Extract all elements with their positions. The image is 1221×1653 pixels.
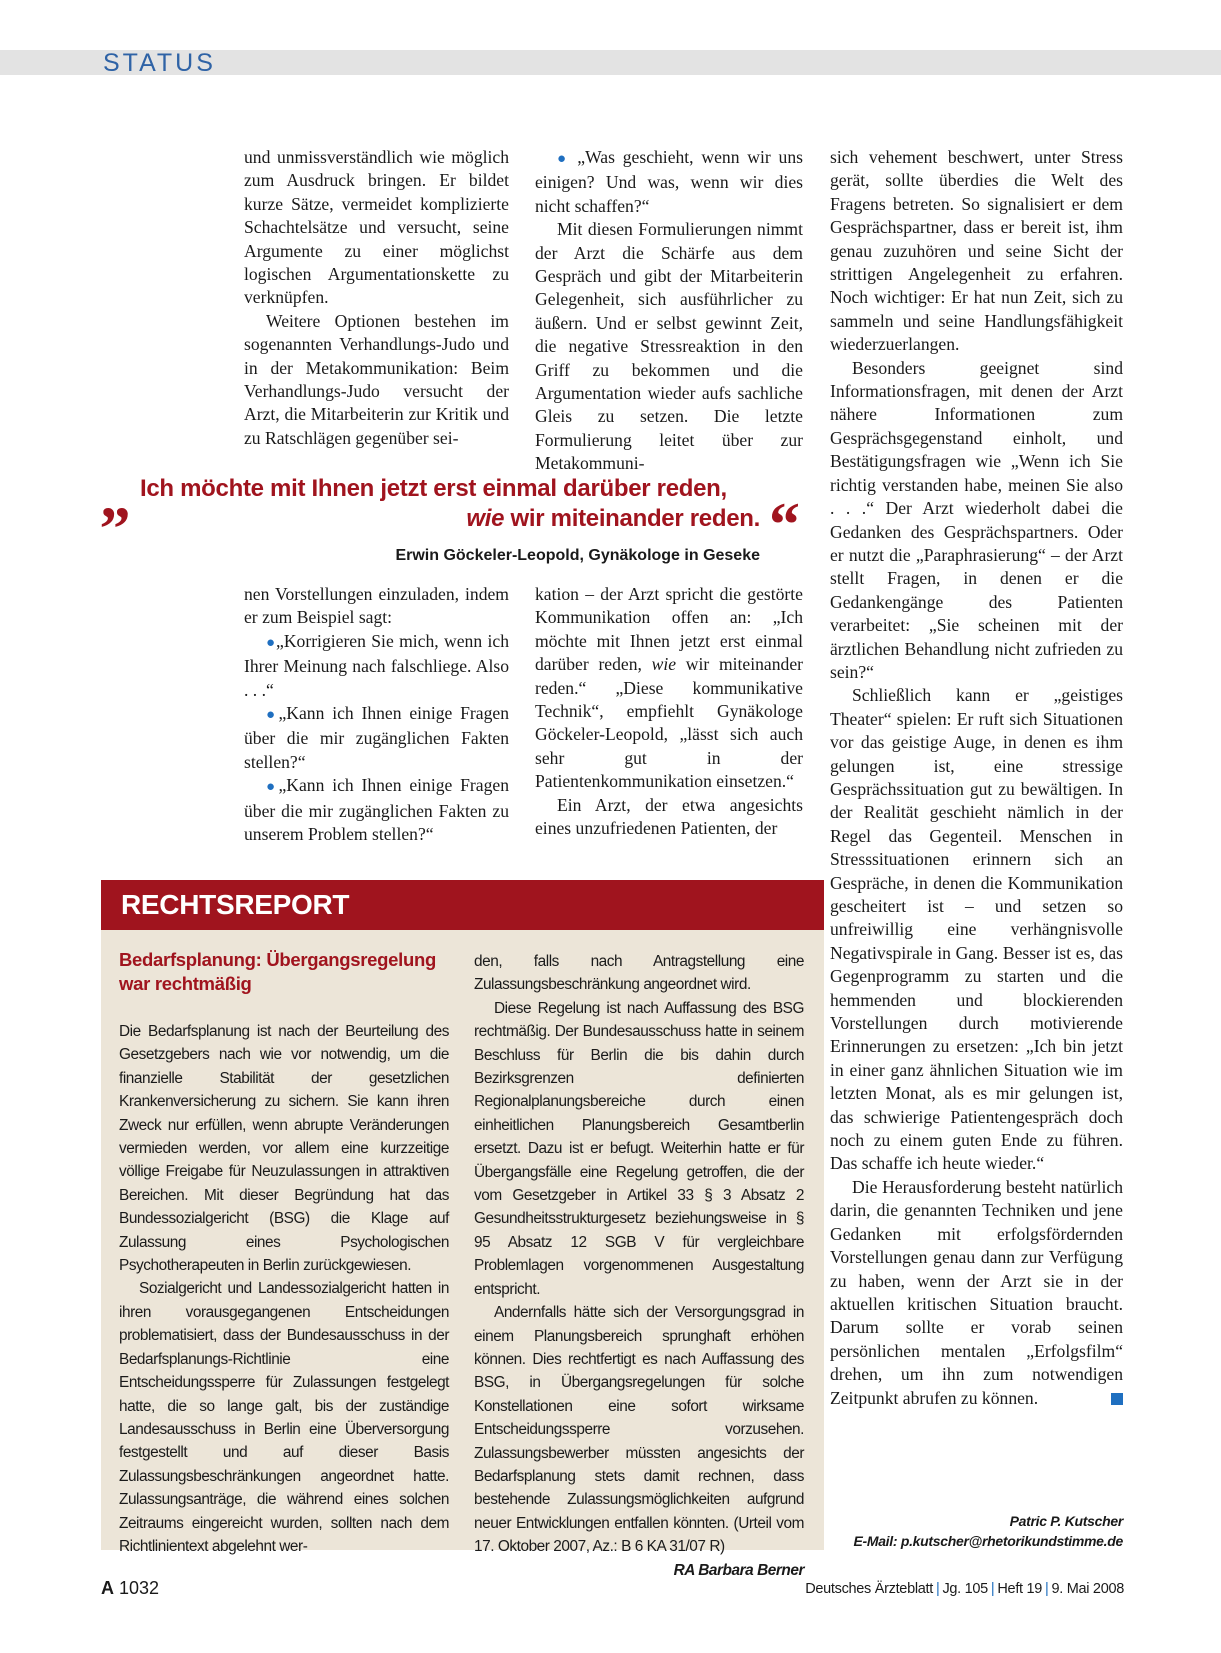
- paragraph: Die Bedarfsplanung ist nach der Beurteilung des Gesetzgebers nach wie vor notwendig, um die finanzielle Stabilität der gesetzlichen Krankenversicherung zu sichern. Sie kann ihren Zweck nur erfüllen, wenn abrupte Veränderungen vermieden werden, vor allem eine kurzzeitige völlige Freigabe für Neuzulassungen in attraktiven Bereichen. Mit dieser Begründung hat das Bundessozialgericht (BSG) die Klage auf Zulassung eines Psychologischen Psychotherapeuten in Berlin zurückgewiesen.: [119, 1023, 449, 1275]
- paragraph: [474, 1301, 804, 1579]
- paragraph: sich vehement beschwert, unter Stress gerät, sollte überdies die Welt des Fragens betreten. So signalisiert er dem Gesprächspartner, dass er bereit ist, ihm genau zuzuhören und seine Sicht der strittigen Angelegenheit zu erfahren. Noch wichtiger: Er hat nun Zeit, sich zu sammeln und seine Handlungsfähigkeit wiederzuerlangen.: [830, 147, 1123, 355]
- rechtsreport-column-2: [474, 950, 804, 1582]
- journal-info: [805, 1581, 1124, 1597]
- bullet-icon: ●: [266, 779, 279, 796]
- journal-name: Deutsches Ärzteblatt: [805, 1581, 933, 1597]
- paragraph: Mit diesen Formulierungen nimmt der Arzt die Schärfe aus dem Gespräch und gibt der Mitarbeiterin Gelegenheit, sich ausführlicher zu äußern. Und er selbst gewinnt Zeit, die negative Stressreaktion in den Griff zu bekommen und die Argumentation wieder aufs sachliche Gleis zu setzen. Die letzte Formulierung leitet über zur Metakommuni-: [535, 219, 803, 474]
- text-emphasis: wie: [651, 654, 677, 675]
- separator: |: [1045, 1581, 1049, 1597]
- rechtsreport-title: RECHTSREPORT: [121, 889, 350, 920]
- bullet-item: [244, 774, 509, 846]
- separator: |: [935, 1581, 940, 1597]
- end-mark-icon: [1111, 1393, 1123, 1405]
- quote-emphasis: wie: [466, 505, 505, 532]
- column-1-bottom: [244, 583, 509, 846]
- bullet-item: [244, 702, 509, 774]
- column-2-bottom: [535, 583, 803, 840]
- quote-line-1: Ich möchte mit Ihnen jetzt erst einmal darüber reden,: [140, 475, 727, 502]
- quote-attribution: Erwin Göckeler-Leopold, Gynäkologe in Geseke: [395, 547, 760, 564]
- section-label: STATUS: [103, 49, 216, 77]
- bullet-icon: ●: [266, 634, 277, 651]
- bullet-text: „Kann ich Ihnen einige Fragen über die mir zugänglichen Fakten stellen?“: [244, 703, 509, 772]
- author-email: E-Mail: p.kutscher@rhetorikundstimme.de: [853, 1533, 1123, 1549]
- rechtsreport-column-1: [119, 1020, 449, 1558]
- paragraph: Weitere Optionen bestehen im sogenannten Verhandlungs-Judo und in der Metakommunikation: Beim Verhandlungs-Judo versucht der Arzt, die Mitarbeiterin zur Kritik und zu Ratschlägen gegenüber sei-: [244, 310, 509, 448]
- journal-issue: Heft 19: [997, 1581, 1043, 1597]
- text-run: Andernfalls hätte sich der Versorgungsgrad in einem Planungsbereich sprunghaft erhöhen können. Dies rechtfertigt es nach Auffassung des BSG, in Übergangsregelungen für solche Konstellationen eine sofort wirksame Entscheidungssperre vorzusehen. Zulassungsbewerber müssten angesichts der Bedarfsplanung stets damit rechnen, dass bestehende Zulassungsmöglichkeiten aufgrund neuer Entwicklungen entfallen könnten. (Urteil vom 17. Oktober 2007, Az.: B 6 KA 31/07 R): [474, 1304, 804, 1556]
- bullet-icon: ●: [266, 707, 279, 724]
- rechtsreport-header: [101, 880, 824, 930]
- column-3: [830, 146, 1123, 1410]
- paragraph: [830, 1176, 1123, 1410]
- column-2-top: [535, 146, 803, 476]
- quote-close-mark: “: [769, 491, 800, 559]
- bullet-icon: ●: [557, 151, 570, 167]
- bullet-text: „Was geschieht, wenn wir uns einigen? Und was, wenn wir dies nicht schaffen?“: [535, 147, 803, 216]
- text-run: Die Herausforderung besteht natürlich darin, die genannten Techniken und jene Gedanken mit erfolgsfördernden Vorstellungen genau dann zur Verfügung zu haben, wenn der Arzt sie in der aktuellen kritischen Situation braucht. Darum sollte er vorab seinen persönlichen mentalen „Erfolgsfilm“ drehen, um ihn zum notwendigen Zeitpunkt abrufen zu können.: [830, 1176, 1123, 1408]
- paragraph: [535, 583, 803, 794]
- rechtsreport-headline: Bedarfsplanung: Übergangsregelung war rechtmäßig: [119, 949, 436, 994]
- quote-line-2: [466, 505, 760, 533]
- page-prefix: A: [101, 1578, 114, 1598]
- bullet-item: [244, 630, 509, 702]
- author-name: Patric P. Kutscher: [1009, 1513, 1123, 1529]
- quote-line-2-rest: wir miteinander reden.: [504, 505, 760, 532]
- paragraph: Besonders geeignet sind Informationsfragen, mit denen der Arzt nähere Informationen zum Gesprächsgegenstand einholt, und Bestätigungsfragen wie „Wenn ich Sie richtig verstanden habe, meinen Sie also . . .“ Der Arzt wiederholt dabei die Gedanken des Gesprächspartners. Oder er nutzt die „Paraphrasierung“ – der Arzt stellt Fragen, in denen er die Gedankengänge des Patienten verarbeitet: „Sie scheinen mit der ärztlichen Behandlung nicht zufrieden zu sein?“: [830, 357, 1123, 682]
- bullet-text: „Kann ich Ihnen einige Fragen über die mir zugänglichen Fakten zu unserem Problem stellen?“: [244, 775, 509, 845]
- bullet-text: „Korrigieren Sie mich, wenn ich Ihrer Meinung nach falschliege. Also . . .“: [244, 630, 509, 700]
- journal-volume: Jg. 105: [942, 1581, 988, 1597]
- paragraph: den, falls nach Antragstellung eine Zulassungsbeschränkung angeordnet wird.: [474, 953, 804, 994]
- paragraph: und unmissverständlich wie möglich zum Ausdruck bringen. Er bildet kurze Sätze, vermeidet komplizierte Schachtelsätze und versucht, seine Argumente zu einer möglichst logischen Argumentationskette zu verknüpfen.: [244, 147, 509, 308]
- paragraph: Ein Arzt, der etwa angesichts eines unzufriedenen Patienten, der: [535, 794, 803, 839]
- quote-open-mark: „: [100, 463, 131, 531]
- column-1-top: [244, 146, 509, 450]
- page-number: [101, 1578, 159, 1599]
- journal-date: 9. Mai 2008: [1051, 1581, 1124, 1597]
- paragraph: nen Vorstellungen einzuladen, indem er zum Beispiel sagt:: [244, 584, 509, 628]
- text-run: wir miteinander reden.“ „Diese kommunikative Technik“, empfiehlt Gynäkologe Göckeler-Leopold, „lässt sich auch sehr gut in der Patientenkommunikation einsetzen.“: [535, 654, 803, 792]
- paragraph: Schließlich kann er „geistiges Theater“ spielen: Er ruft sich Situationen vor das geistige Auge, in denen es ihm gelungen ist, eine stressige Gesprächssituation gut zu bewältigen. In der Realität geschieht nämlich in der Regel das Gegenteil. Menschen in Stresssituationen erinnern sich an Gespräche, in denen die Kommunikation gescheitert ist – und setzen so unfreiwillig eine verhängnisvolle Negativspirale in Gang. Besser ist es, das Gegenprogramm zu starten und die hemmenden und blockierenden Vorstellungen durch motivierende Erinnerungen zu ersetzen: „Ich bin jetzt in einer ganz ähnlichen Situation wie im letzten Monat, als es mir gelungen ist, das schwierige Patientengespräch doch noch zu einem guten Ende zu führen. Das schaffe ich heute wieder.“: [830, 685, 1123, 1174]
- page-number-value: 1032: [119, 1578, 160, 1598]
- bullet-item: [535, 146, 803, 218]
- separator: |: [990, 1581, 995, 1597]
- rechtsreport-author: RA Barbara Berner: [673, 1561, 804, 1579]
- text-run: kation – der Arzt spricht die gestörte Kommunikation offen an: „Ich möchte mit Ihnen jetzt erst einmal darüber reden,: [535, 584, 803, 675]
- paragraph: Sozialgericht und Landessozialgericht hatten in ihren vorausgegangenen Entscheidungen problematisiert, dass der Bundesausschuss in der Bedarfsplanungs-Richtlinie eine Entscheidungssperre für Zulassungen festgelegt hatte, die so lange galt, bis der zuständige Landesausschuss in Berlin eine Überversorgung festgestellt und auf dieser Basis Zulassungsbeschränkungen angeordnet hatte. Zulassungsanträge, die während eines solchen Zeitraums eingereicht wurden, sollten nach dem Richtlinientext abgelehnt wer-: [119, 1280, 449, 1555]
- paragraph: Diese Regelung ist nach Auffassung des BSG rechtmäßig. Der Bundesausschuss hatte in seinem Beschluss für Berlin die bis dahin durch Bezirksgrenzen definierten Regionalplanungsbereiche durch einen einheitlichen Planungsbereich Gesamtberlin ersetzt. Dazu ist er befugt. Weiterhin hatte er für Übergangsfälle eine Regelung getroffen, die der vom Gesetzgeber in Artikel 33 § 3 Absatz 2 Gesundheitsstrukturgesetz beziehungsweise in § 95 Absatz 12 SGB V für vergleichbare Problemlagen vorgenommenen Ausgestaltung entspricht.: [474, 999, 804, 1298]
